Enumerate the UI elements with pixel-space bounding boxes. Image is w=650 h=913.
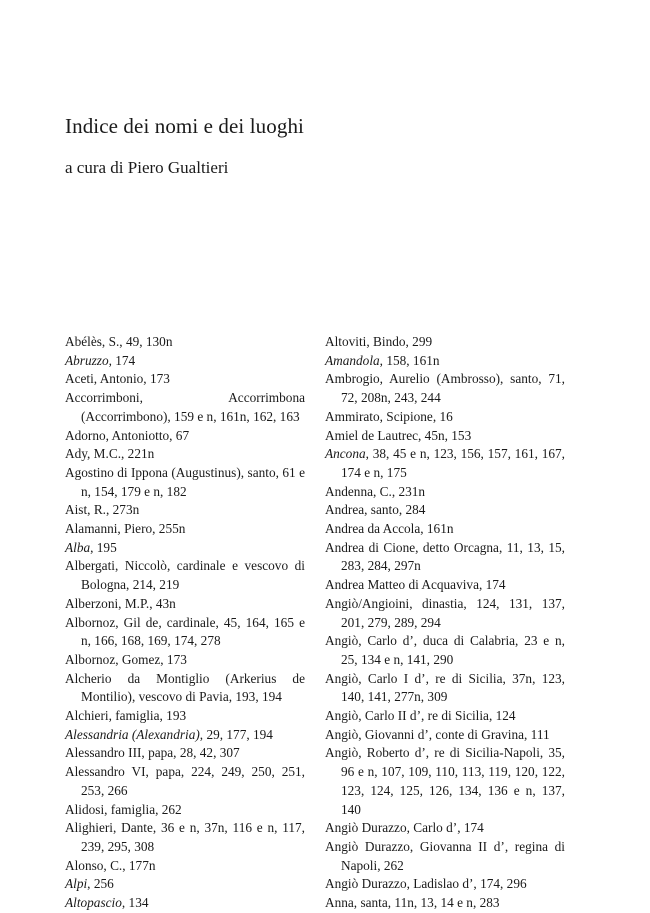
index-entry: [65, 819, 305, 856]
index-entry-text: , 38, 45 e n, 123, 156, 157, 161, 167, 174 e n, 175: [341, 446, 565, 480]
index-entry-text: Alonso, C., 177n: [65, 857, 156, 873]
index-entry-text: , 158, 161n: [379, 352, 440, 368]
index-entry-text: Abélès, S., 49, 130n: [65, 334, 173, 349]
index-entry-text: Andrea, santo, 284: [325, 502, 426, 518]
index-entry-text: Albergati, Niccolò, cardinale e vescovo di Bologna, 214, 219: [65, 558, 305, 593]
index-entry: [65, 670, 305, 707]
index-column-left: [65, 333, 305, 913]
index-entry: [325, 707, 565, 726]
index-entry-text: Alidosi, famiglia, 262: [65, 801, 182, 817]
index-entry-text: Angiò Durazzo, Carlo d’, 174: [325, 820, 484, 836]
index-entry-text: Ambrogio, Aurelio (Ambrosso), santo, 71, 72, 208n, 243, 244: [325, 371, 565, 406]
index-entry-text: Angiò Durazzo, Ladislao d’, 174, 296: [325, 876, 527, 892]
index-entry-text: Alessandria (Alexandria): [65, 726, 200, 742]
index-entry: [65, 539, 305, 558]
index-entry: [325, 726, 565, 745]
index-entry-text: Angiò Durazzo, Giovanna II d’, regina di Napoli, 262: [325, 838, 565, 873]
index-entry: [65, 520, 305, 539]
index-entry-text: , 174: [108, 352, 136, 368]
index-entry: [65, 445, 305, 464]
index-entry: [65, 726, 305, 745]
index-entry: [325, 370, 565, 407]
index-entry: [325, 819, 565, 838]
index-column-right: [325, 333, 565, 913]
index-entry-text: Alighieri, Dante, 36 e n, 37n, 116 e n, 117, 239, 295, 308: [65, 820, 305, 854]
index-entry-text: , 195: [90, 539, 117, 555]
index-entry: [65, 352, 305, 371]
index-entry: [65, 857, 305, 876]
index-entry-text: , 256: [87, 876, 114, 892]
index-entry-text: Abruzzo: [65, 352, 109, 368]
index-entry-text: Albornoz, Gomez, 173: [65, 651, 187, 667]
index-entry: [65, 370, 305, 389]
index-entry-text: Andenna, C., 231n: [325, 483, 426, 499]
index-entry: [65, 501, 305, 520]
index-entry-text: Alpi: [65, 876, 88, 892]
index-entry-text: Amiel de Lautrec, 45n, 153: [325, 427, 472, 443]
index-entry: [325, 408, 565, 427]
index-entry-text: Alamanni, Piero, 255n: [65, 521, 186, 537]
index-entry: [65, 651, 305, 670]
index-entry: [325, 352, 565, 371]
index-entry-text: Agostino di Ippona (Augustinus), santo, 61 e n, 154, 179 e n, 182: [65, 464, 305, 499]
index-entry: [65, 427, 305, 446]
index-entry-text: , 29, 177, 194: [199, 726, 273, 742]
index-entry: [325, 670, 565, 707]
index-entry: [65, 464, 305, 501]
index-entry-text: Angiò, Carlo II d’, re di Sicilia, 124: [325, 708, 516, 724]
index-entry: [325, 333, 565, 352]
index-entry: [325, 501, 565, 520]
index-entry-text: Altoviti, Bindo, 299: [325, 334, 433, 349]
index-entry-text: Angiò, Carlo d’, duca di Calabria, 23 e n, 25, 134 e n, 141, 290: [325, 633, 565, 667]
index-entry-text: Alessandro III, papa, 28, 42, 307: [65, 745, 240, 761]
index-entry-text: Ady, M.C., 221n: [65, 446, 155, 462]
index-entry-text: Angiò, Giovanni d’, conte di Gravina, 111: [325, 726, 550, 742]
index-entry-text: Alcherio da Montiglio (Arkerius de Montilio), vescovo di Pavia, 193, 194: [65, 670, 305, 705]
index-entry-text: Angiò, Carlo I d’, re di Sicilia, 37n, 123, 140, 141, 277n, 309: [325, 670, 565, 705]
index-entry-text: Ancona: [325, 446, 366, 462]
index-entry-text: , 134: [121, 895, 149, 911]
index-entry-text: Anna, santa, 11n, 13, 14 e n, 283: [325, 895, 500, 911]
index-entry-text: Alba: [65, 539, 91, 555]
index-entry: [325, 744, 565, 819]
index-entry: [65, 763, 305, 800]
page-subtitle: a cura di Piero Gualtieri: [65, 158, 229, 177]
index-entry: [65, 557, 305, 594]
index-entry: [325, 595, 565, 632]
index-entry: [325, 875, 565, 894]
index-entry-text: Accorrimboni, Accorrimbona (Accorrimbono), 159 e n, 161n, 162, 163: [65, 390, 305, 424]
index-entry-text: Alessandro VI, papa, 224, 249, 250, 251, 253, 266: [65, 764, 305, 798]
index-entry-text: Alchieri, famiglia, 193: [65, 708, 187, 724]
index-entry: [65, 801, 305, 820]
index-entry: [325, 427, 565, 446]
index-entry-text: Angiò/Angioini, dinastia, 124, 131, 137, 201, 279, 289, 294: [325, 595, 565, 630]
page-title: Indice dei nomi e dei luoghi: [65, 114, 304, 138]
index-entry: [325, 483, 565, 502]
index-entry-text: Adorno, Antoniotto, 67: [65, 427, 190, 443]
index-entry-text: Angiò, Roberto d’, re di Sicilia-Napoli, 35, 96 e n, 107, 109, 110, 113, 119, 120, 122, 123, 124, 125, 126, 134, 136 e n, 137, 140: [325, 745, 565, 817]
index-entry: [65, 744, 305, 763]
index-entry: [325, 445, 565, 482]
index-entry-text: Aceti, Antonio, 173: [65, 371, 170, 387]
index-entry: [65, 333, 305, 352]
index-entry-text: Aist, R., 273n: [65, 502, 140, 518]
index-entry: [325, 520, 565, 539]
index-entry: [325, 632, 565, 669]
index-entry-text: Andrea Matteo di Acquaviva, 174: [325, 577, 506, 593]
index-entry: [325, 838, 565, 875]
index-entry: [65, 614, 305, 651]
index-entry: [65, 875, 305, 894]
index-entry: [325, 539, 565, 576]
index-entry: [325, 576, 565, 595]
index-entry-text: Andrea di Cione, detto Orcagna, 11, 13, 15, 283, 284, 297n: [325, 539, 565, 574]
index-entry: [65, 389, 305, 426]
index-entry-text: Amandola: [325, 352, 380, 368]
index-entry-text: Ammirato, Scipione, 16: [325, 408, 453, 424]
index-entry-text: Albornoz, Gil de, cardinale, 45, 164, 165 e n, 166, 168, 169, 174, 278: [65, 614, 305, 649]
index-entry: [65, 707, 305, 726]
index-entry: [65, 595, 305, 614]
index-entry-text: Altopascio: [65, 895, 122, 911]
index-entry-text: Alberzoni, M.P., 43n: [65, 595, 176, 611]
index-entry-text: Andrea da Accola, 161n: [325, 521, 454, 537]
